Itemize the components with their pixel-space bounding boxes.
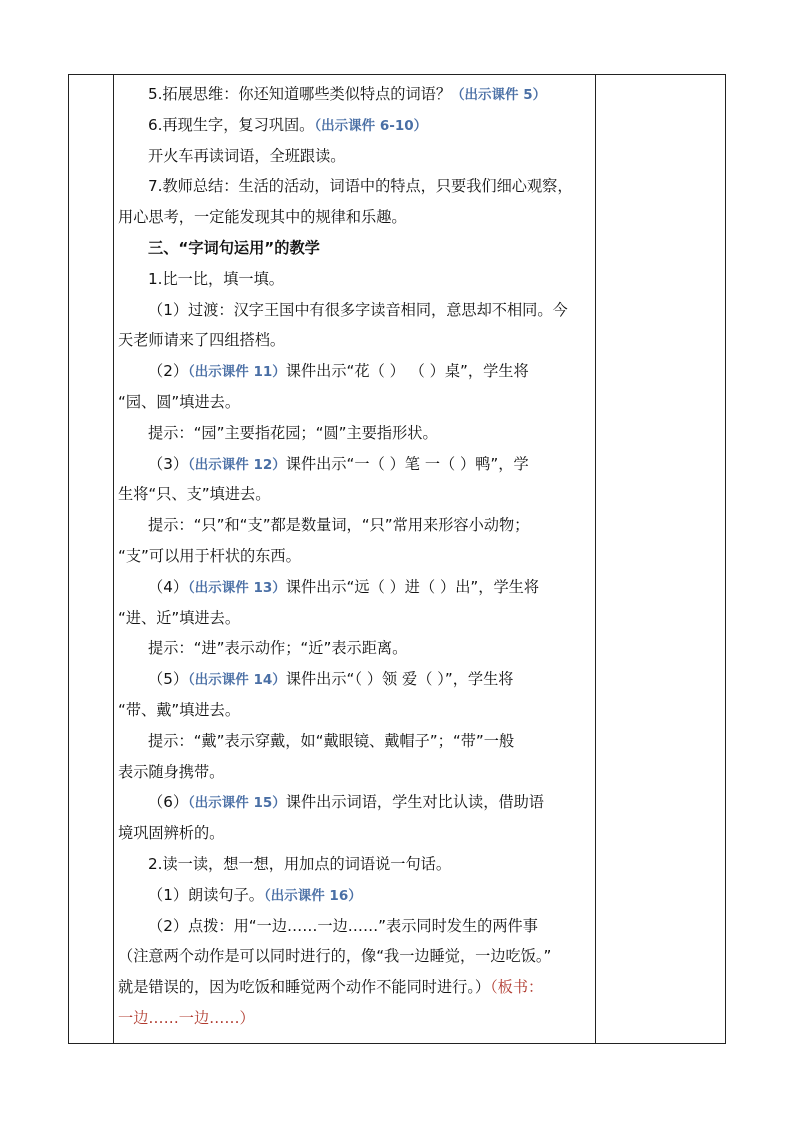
text-line	[148, 916, 538, 936]
text-line	[148, 577, 539, 598]
text-segment: 1.比一比，填一填。	[148, 269, 284, 288]
text-line	[118, 1008, 255, 1028]
text-segment: 课件出示“一（ ）笔 一（ ）鸭”，学	[285, 454, 529, 473]
text-line	[148, 84, 546, 105]
text-segment: 就是错误的，因为吃饭和睡觉两个动作不能同时进行。）	[118, 978, 491, 997]
text-line	[118, 823, 224, 843]
courseware-reference: （出示课件 14）	[188, 672, 286, 689]
text-line	[118, 946, 551, 966]
text-segment: 开火车再读词语，全班跟读。	[148, 146, 346, 165]
text-segment: 提示：“进”表示动作；“近”表示距离。	[148, 639, 408, 658]
text-line	[148, 146, 345, 166]
text-line	[148, 731, 514, 751]
board-note: （板书：	[490, 978, 544, 997]
text-segment: 6.再现生字，复习巩固。	[148, 115, 315, 134]
text-line	[148, 115, 427, 136]
text-line	[118, 977, 543, 997]
text-segment: 课件出示“花（ ） （ ）桌”，学生将	[285, 362, 529, 381]
text-segment: “园、圆”填进去。	[118, 393, 241, 411]
text-line	[148, 300, 568, 320]
text-segment: 提示：“只”和“支”都是数量词，“只”常用来形容小动物；	[148, 516, 530, 535]
text-line	[118, 484, 270, 504]
text-line	[148, 454, 529, 475]
table-divider-right	[595, 75, 596, 1043]
text-line	[148, 669, 513, 690]
text-segment: 7.教师总结：生活的活动，词语中的特点，只要我们细心观察，	[148, 177, 573, 196]
text-line	[148, 885, 362, 906]
text-segment: （4）	[148, 577, 189, 596]
courseware-reference: （出示课件 5）	[451, 87, 547, 103]
courseware-reference: （出示课件 16）	[263, 887, 362, 904]
courseware-reference: （出示课件 15）	[188, 795, 286, 812]
text-segment: “带、戴”填进去。	[118, 701, 241, 719]
text-segment: 用心思考，一定能发现其中的规律和乐趣。	[118, 208, 407, 227]
text-segment: 2.读一读，想一想，用加点的词语说一句话。	[148, 855, 452, 873]
text-segment: 提示：“戴”表示穿戴，如“戴眼镜、戴帽子”；“带”一般	[148, 731, 515, 750]
courseware-reference: （出示课件 6-10）	[314, 117, 428, 134]
text-line	[118, 608, 240, 628]
text-line	[148, 854, 451, 874]
text-segment: 课件出示词语，学生对比认读，借助语	[285, 793, 544, 812]
text-line	[148, 269, 284, 289]
text-segment: （1）过渡：汉字王国中有很多字读音相同，意思却不相同。今	[148, 300, 568, 319]
text-line	[118, 392, 240, 412]
text-segment: 课件出示“（ ）领 爱（ ）”，学生将	[285, 670, 514, 689]
text-segment: 境巩固辨析的。	[118, 824, 225, 843]
text-segment: （5）	[148, 670, 189, 689]
text-segment: 课件出示“远（ ）进（ ）出”，学生将	[285, 577, 540, 596]
text-line	[148, 361, 529, 382]
table-divider-left	[113, 75, 114, 1043]
courseware-reference: （出示课件 13）	[188, 579, 286, 596]
text-line	[118, 700, 240, 720]
text-line	[118, 207, 407, 227]
text-segment: “支”可以用于杆状的东西。	[118, 547, 301, 565]
text-segment: 提示：“园”主要指花园；“圆”主要指形状。	[148, 423, 438, 442]
text-line	[148, 176, 573, 196]
text-segment: 生将“只、支”填进去。	[118, 485, 271, 504]
text-line	[148, 515, 529, 535]
text-segment: 天老师请来了四组搭档。	[118, 331, 286, 350]
text-segment: （6）	[148, 793, 189, 812]
text-segment: “进、近”填进去。	[118, 608, 241, 627]
text-segment: 5.拓展思维：你还知道哪些类似特点的词语？	[148, 85, 452, 103]
text-line	[148, 792, 544, 813]
text-segment: 表示随身携带。	[118, 762, 225, 781]
text-segment: 三、“字词句运用”的教学	[148, 239, 320, 257]
text-line	[148, 238, 320, 258]
text-line	[118, 330, 285, 350]
text-segment: （1）朗读句子。	[148, 885, 264, 904]
text-segment: （注意两个动作是可以同时进行的，像“我一边睡觉，一边吃饭。”	[118, 947, 552, 966]
text-line	[148, 423, 438, 443]
text-line	[118, 546, 301, 566]
courseware-reference: （出示课件 12）	[188, 456, 286, 473]
text-segment: （2）点拨：用“一边……一边……”表示同时发生的两件事	[148, 916, 538, 935]
courseware-reference: （出示课件 11）	[188, 364, 286, 381]
text-segment: （2）	[148, 362, 189, 381]
text-line	[118, 762, 224, 782]
text-line	[148, 638, 407, 658]
text-segment: （3）	[148, 454, 189, 473]
board-note: 一边……一边……）	[118, 1009, 255, 1027]
